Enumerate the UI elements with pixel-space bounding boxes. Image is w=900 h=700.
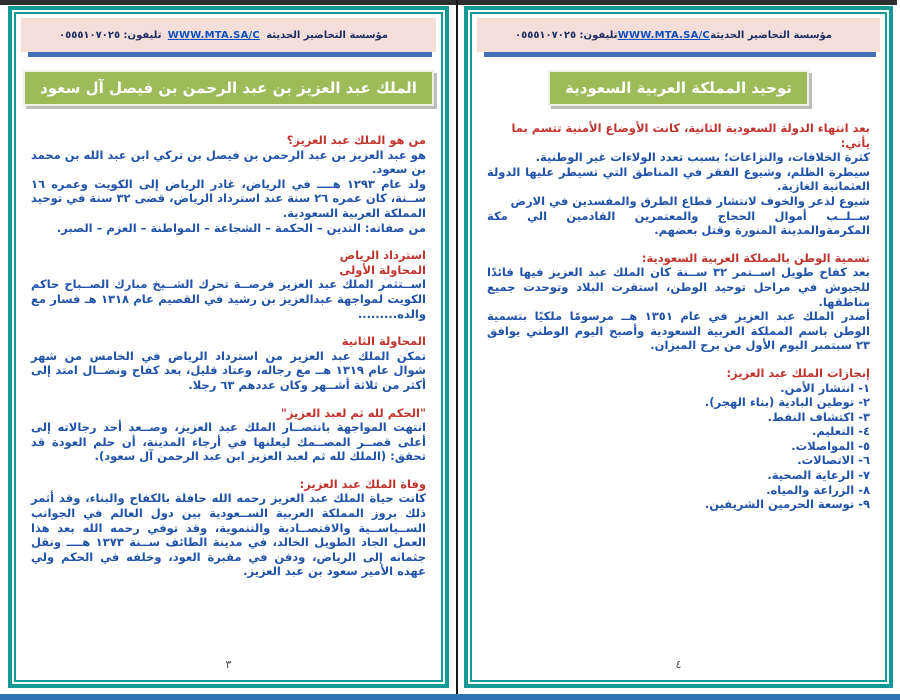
achievement-list-item: ٢- توطين البادية (بناء الهجر). xyxy=(704,395,870,410)
paragraph: أصدر الملك عبد العزيز في عام ١٣٥١ هــ مرسومًا ملكيًا بتسمية الوطن باسم المملكة العربية السعودية وأصبح اليوم الوطني يوافق ٢٣ سبتمبر اليوم الأول من برج الميزان. xyxy=(487,309,870,353)
achievement-list-item: ٥- المواصلات. xyxy=(791,438,870,453)
header-org-text: مؤسسة التحاضير الحديثة xyxy=(710,29,832,41)
page-header xyxy=(21,18,436,52)
achievement-list-item: ٧- الرعاية الصحية. xyxy=(767,468,870,483)
window-top-bar xyxy=(0,0,897,5)
window-bottom-bar xyxy=(0,694,900,700)
achievement-list-item: ٦- الاتصالات. xyxy=(797,453,870,468)
page-3-inner-border xyxy=(14,12,443,682)
section-heading: استرداد الرياض xyxy=(339,248,426,263)
section-heading: وفاة الملك عبد العزيز: xyxy=(299,476,426,491)
page-separator-line xyxy=(456,0,458,694)
website-link[interactable]: WWW.MTA.SA/C xyxy=(167,29,260,41)
paragraph: تمكن الملك عبد العزيز من استرداد الرياض في الخامس من شهر شوال عام ١٣١٩ هــ مع رجاله، وعتاد قليل، بعد كفاح ونضــال امتد إلى أكثر من ثلاثة أشــهر وكان عددهم ٦٣ رجلا. xyxy=(31,348,426,392)
paragraph: ولد عام ١٢٩٣ هــــ في الرياض، غادر الرياض إلى الكويت وعمره ١٦ ســنة، كان عمره ٢٦ سنة عند استرداد الرياض، قضى ٣٢ سنة في توحيد المملكة العربية السعودية. xyxy=(31,176,427,220)
paragraph: هو عبد العزيز بن عبد الرحمن بن فيصل بن تركي ابن عبد الله بن محمد بن سعود. xyxy=(31,147,426,177)
page-4-body xyxy=(477,106,880,512)
achievement-list-item: ٩- توسعة الحرمين الشريفين. xyxy=(704,497,870,512)
paragraph: انتهت المواجهة بانتصــار الملك عبد العزيز، وصــعد أحد رجالاته إلى أعلى قصــر المصــمك ليعلنها في أرجاء المدينة، أن حلم العودة قد تحقق: (الملك لله ثم لعبد العزيز ابن عبد الرحمن آل سعود). xyxy=(31,420,426,464)
header-phone-text: تليفون: ٠٥٥٥١٠٧٠٢٥ xyxy=(515,29,618,41)
document-page-3 xyxy=(8,6,449,688)
header-rule xyxy=(484,52,876,57)
paragraph: من صفاته: التدين – الحكمة – الشجاعة – المواطنة – العزم – الصبر. xyxy=(56,220,426,235)
achievement-list-item: ٤- التعليم. xyxy=(811,424,870,439)
achievement-list-item: ٨- الزراعة والمياه. xyxy=(766,482,870,497)
paragraph: شيوع لذعر والخوف لانتشار قطاع الطرق والمفسدين في الارض xyxy=(510,193,870,208)
header-org-text: مؤسسة التحاضير الحديثة xyxy=(266,29,388,41)
page-3-body xyxy=(21,106,436,579)
lesson-title-page-4: توحيد المملكة العربية السعودية xyxy=(548,70,809,106)
page-4-inner-border xyxy=(470,12,887,682)
header-rule xyxy=(28,52,432,57)
section-heading: من هو الملك عبد العزيز؟ xyxy=(286,133,426,147)
page-header xyxy=(477,18,880,52)
paragraph: كثرة الخلافات، والنزاعات؛ بسبب تعدد الولاءات غير الوطنية. xyxy=(535,150,870,165)
document-page-4 xyxy=(464,6,893,688)
section-heading: "الحكم لله ثم لعبد العزيز" xyxy=(280,405,426,420)
paragraph: كانت حياة الملك عبد العزيز رحمه الله حافلة بالكفاح والبناء، وقد أثمر ذلك بروز المملكة العربية الســعودية بين دول العالم في الجوانب الســياســية والاقتصــادية والتنموية، وقد توفي رحمه الله بعد هذا العمل الجاد الطويل الخالد، في مدينة الطائف ســنة ١٣٧٣ هــــ ونقل جثمانه إلى الرياض، ودفن في مقبرة العود، وخلفه في الحكم ولي عهده الأمير سعود بن عبد العزيز. xyxy=(31,491,426,579)
section-heading: إنجازات الملك عبد العزيز: xyxy=(726,365,870,380)
paragraph: اســتثمر الملك عبد العزيز فرصــة تحرك الشــيخ مبارك الصــباح حاكم الكويت لمواجهة عبدالعزيز بن رشيد في القصيم عام ١٣١٨ هـ فسار مع والده......... xyxy=(31,277,426,321)
paragraph: سيطرة الظلم، وشيوع الفقر في المناطق التي تسيطر عليها الدولة العثمانية الغازية. xyxy=(487,164,870,194)
lesson-title-page-3: الملك عبد العزيز بن عبد الرحمن بن فيصل آل سعود xyxy=(23,70,434,106)
achievement-list-item: ٣- اكتشاف النفط. xyxy=(767,409,870,424)
paragraph: بعد كفاح طويل اســتمر ٣٢ ســنة كان الملك عبد العزيز فيها قائدًا للجيوش في مراحل توحيد الوطن، استقرت البلاد وتوحدت جميع مناطقها. xyxy=(487,265,870,309)
paragraph: ســلــب أموال الحجاج والمعتمرين القادمين الي مكة المكرمةوالمدينة المنورة وقتل بعضهم. xyxy=(487,208,870,238)
page-number: ٤ xyxy=(675,658,682,671)
achievement-list-item: ١- انتشار الأمن. xyxy=(780,380,870,395)
section-heading: بعد انتهاء الدولة السعودية الثانية، كانت الأوضاع الأمنية تتسم بما يأتي: xyxy=(511,121,870,150)
website-link[interactable]: WWW.MTA.SA/C xyxy=(617,29,710,41)
section-heading: تسمية الوطن بالمملكة العربية السعودية: xyxy=(641,250,870,265)
section-heading: المحاولة الثانية xyxy=(341,334,426,349)
section-heading: المحاولة الأولى xyxy=(339,262,426,277)
header-phone-text: تليفون: ٠٥٥٥١٠٧٠٢٥ xyxy=(59,29,162,41)
page-number: ٣ xyxy=(225,658,232,671)
